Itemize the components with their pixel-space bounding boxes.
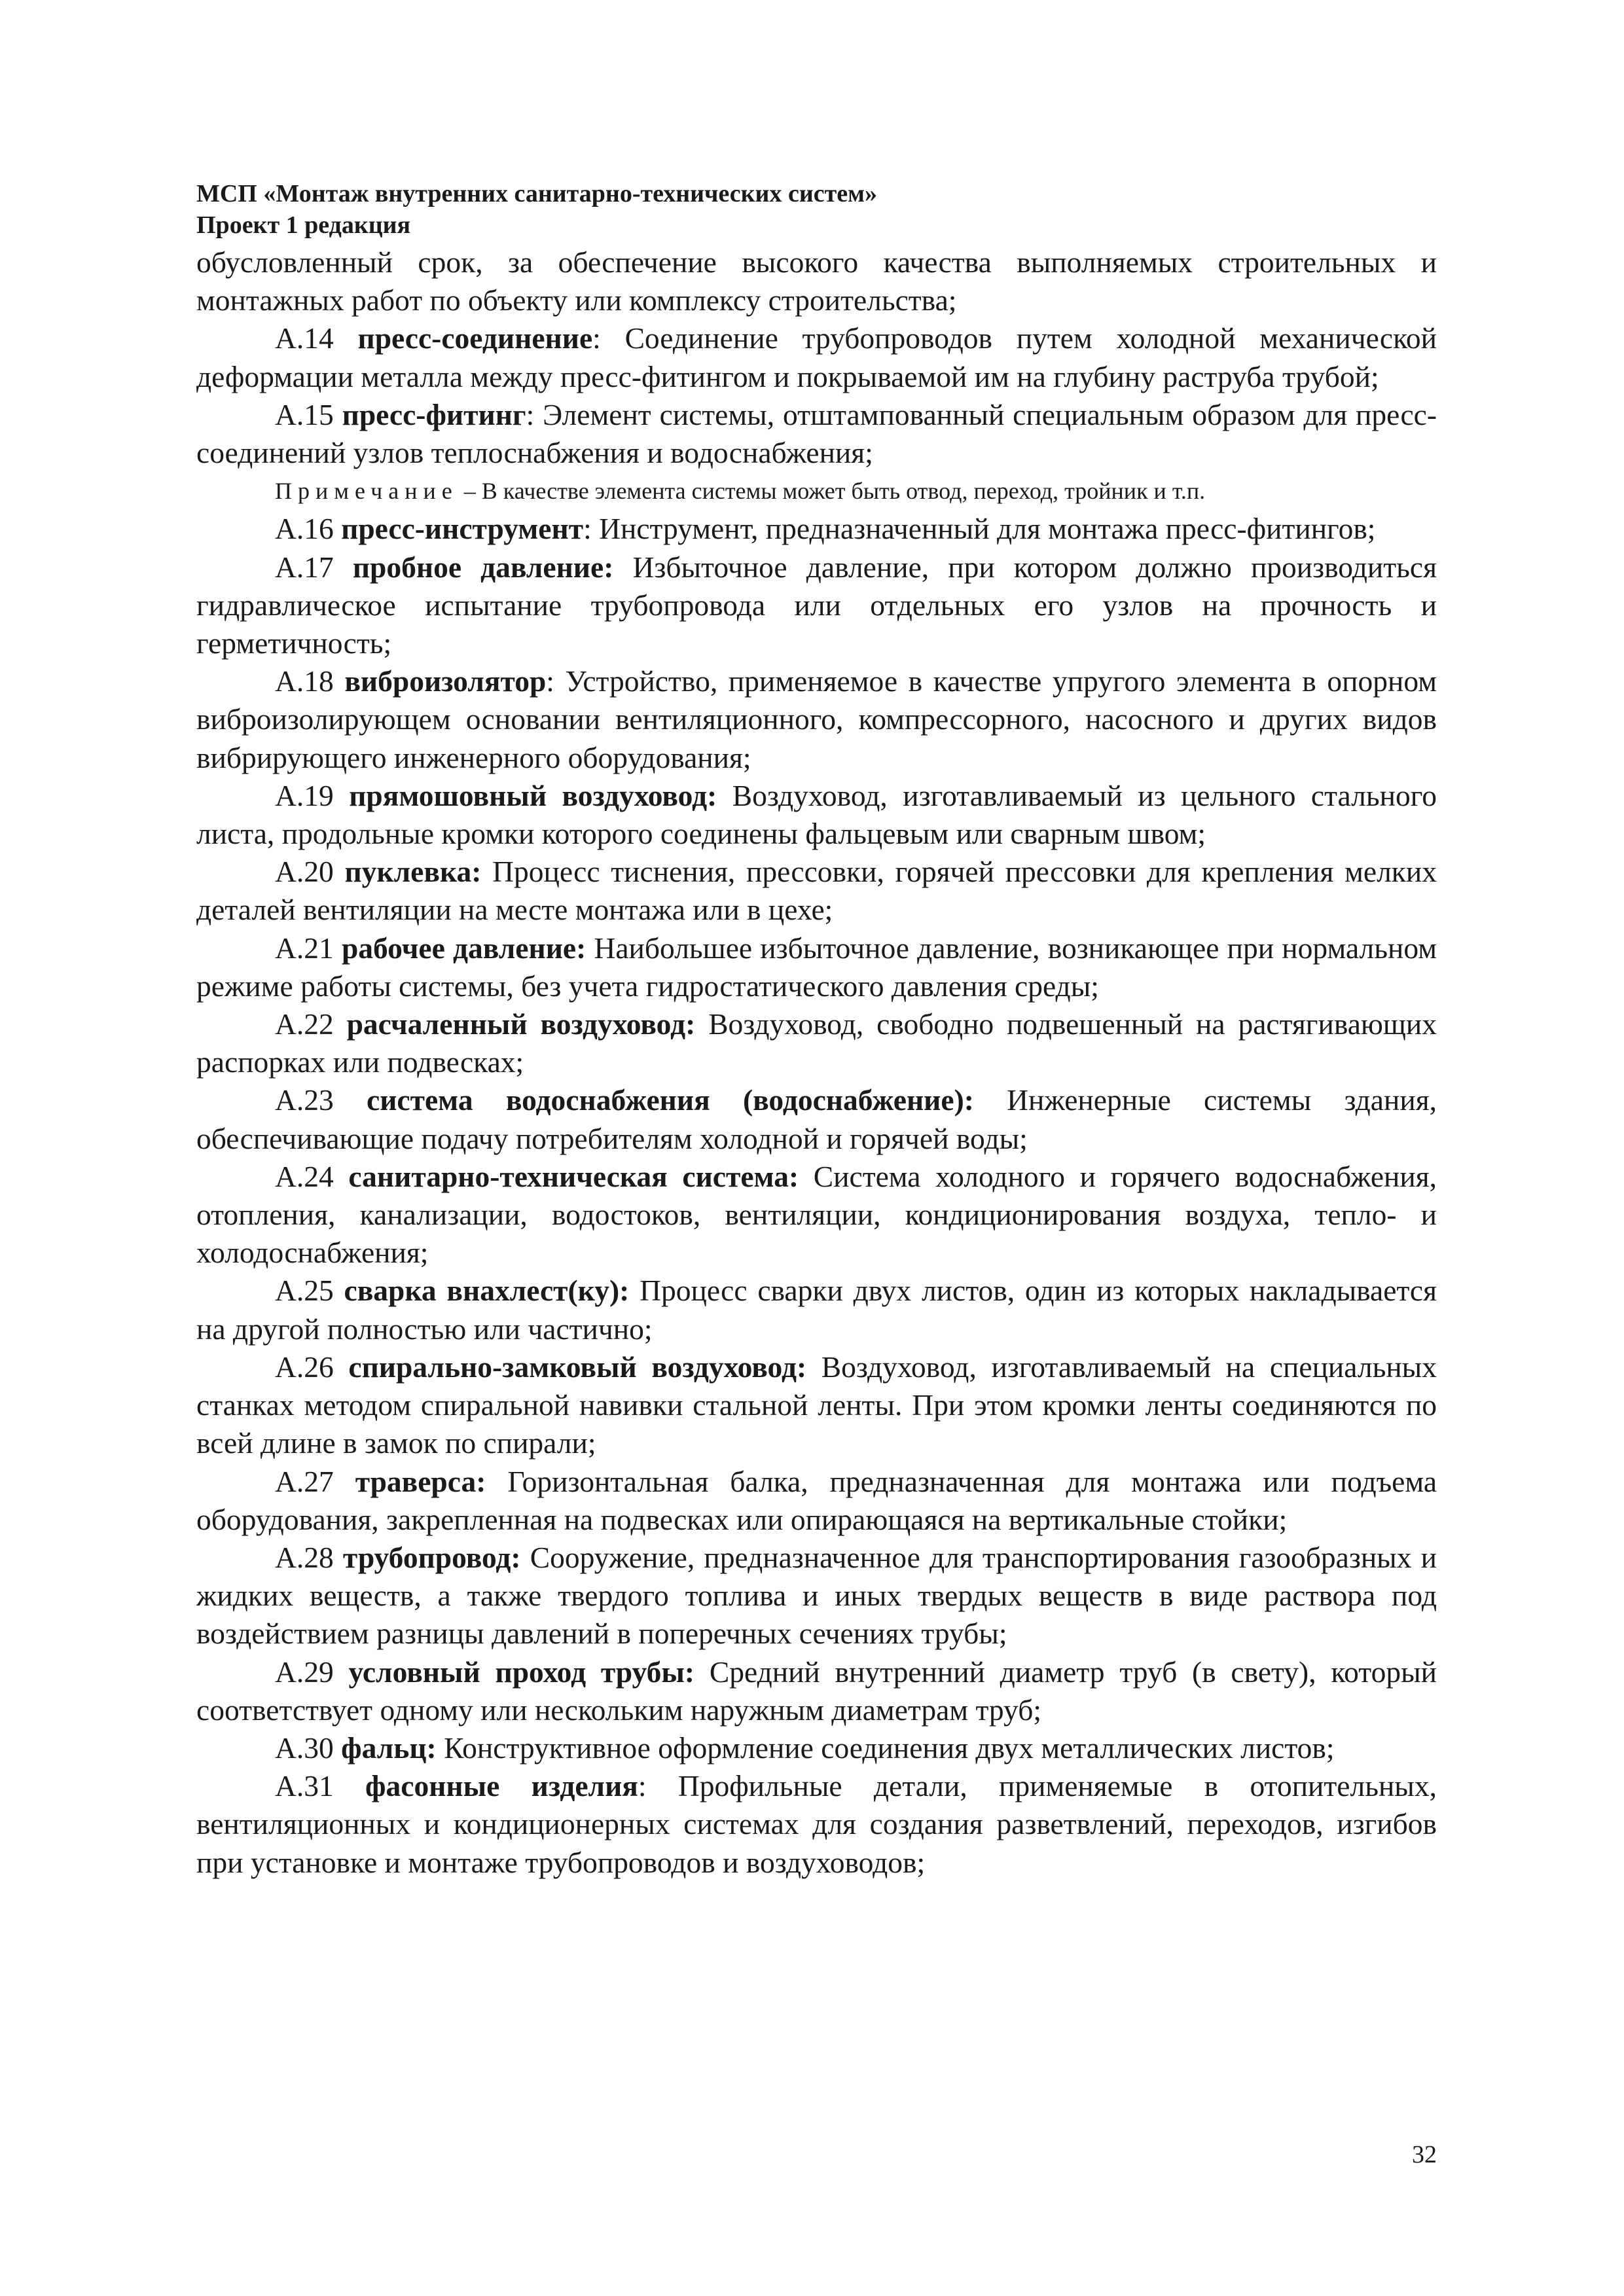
term-definition: Соединение трубопроводов путем холодной механической деформации металла между пресс-фитингом и покрываемой им на глубину раструба трубой; [196, 321, 1437, 393]
term-number: А.31 [275, 1769, 334, 1803]
term-number: А.19 [275, 778, 334, 812]
term-number: А.27 [275, 1464, 334, 1498]
page-header [196, 178, 1440, 241]
term-name: спирально-замковый воздуховод: [348, 1350, 807, 1384]
term-a17 [196, 548, 1437, 663]
page-number: 32 [1412, 2141, 1437, 2168]
term-definition: Профильные детали, применяемые в отопительных, вентиляционных и кондиционерных системах для создания разветвлений, переходов, изгибов при установке и монтаже трубопроводов и воздуховодов; [196, 1769, 1437, 1879]
term-number: А.17 [275, 550, 334, 584]
term-number: А.24 [275, 1159, 334, 1193]
note-label: Примечание [275, 478, 458, 505]
term-separator [799, 1160, 814, 1193]
term-separator [695, 1007, 708, 1041]
term-a21 [196, 929, 1437, 1005]
term-separator [974, 1083, 1007, 1117]
document-body [196, 243, 1437, 1882]
term-name: санитарно-техническая система: [348, 1159, 799, 1193]
term-name: фасонные изделия [365, 1769, 638, 1803]
term-definition: Устройство, применяемое в качестве упругого элемента в опорном виброизолирующем основании вентиляционного, компрессорного, насосного и других видов вибрирующего инженерного оборудования; [196, 664, 1437, 774]
term-a28 [196, 1539, 1437, 1653]
term-number: А.29 [275, 1655, 334, 1689]
term-a26 [196, 1348, 1437, 1463]
term-definition: Воздуховод, изготавливаемый на специальных станках методом спиральной навивки стальной ленты. При этом кромки ленты соединяются по всей длине в замок по спирали; [196, 1350, 1437, 1460]
term-a31 [196, 1767, 1437, 1882]
term-a25 [196, 1272, 1437, 1348]
term-a16 [196, 510, 1437, 548]
note-dash: – [458, 478, 482, 505]
term-number: А.16 [275, 512, 334, 546]
term-separator: : [526, 397, 543, 431]
term-definition: Инструмент, предназначенный для монтажа пресс-фитингов; [599, 512, 1376, 546]
term-separator: : [546, 664, 566, 698]
term-number: А.28 [275, 1540, 334, 1574]
term-separator [437, 1731, 444, 1765]
term-a18 [196, 662, 1437, 777]
term-name: пресс-фитинг [342, 397, 526, 431]
header-title: МСП «Монтаж внутренних санитарно-технических систем» [196, 180, 877, 207]
term-name: траверса: [355, 1464, 486, 1498]
note-text: В качестве элемента системы может быть отвод, переход, тройник и т.п. [481, 478, 1206, 505]
term-definition: Конструктивное оформление соединения двух металлических листов; [444, 1731, 1335, 1765]
term-number: А.15 [275, 397, 334, 431]
continuation-paragraph: обусловленный срок, за обеспечение высокого качества выполняемых строительных и монтажных работ по объекту или комплексу строительства; [196, 245, 1437, 317]
term-number: А.20 [275, 855, 334, 889]
term-number: А.18 [275, 664, 334, 698]
term-name: пуклевка: [344, 855, 482, 889]
term-a22 [196, 1005, 1437, 1081]
term-number: А.30 [275, 1731, 334, 1765]
term-definition: Элемент системы, отштампованный специальным образом для пресс-соединений узлов теплоснабжения и водоснабжения; [196, 397, 1437, 470]
note-paragraph [196, 472, 1437, 510]
term-a20 [196, 853, 1437, 929]
term-name: сварка внахлест(ку): [344, 1274, 630, 1308]
term-name: пресс-соединение [357, 321, 593, 355]
term-definition: Процесс сварки двух листов, один из которых накладывается на другой полностью или частично; [196, 1274, 1437, 1346]
term-separator [521, 1541, 530, 1574]
term-definition: Наибольшее избыточное давление, возникающее при нормальном режиме работы системы, без учета гидростатического давления среды; [196, 931, 1437, 1003]
term-name: система водоснабжения (водоснабжение): [367, 1083, 974, 1117]
term-name: виброизолятор [344, 664, 547, 698]
term-definition: Система холодного и горячего водоснабжения, отопления, канализации, водостоков, вентиляции, кондиционирования воздуха, тепло- и холодоснабжения; [196, 1159, 1437, 1270]
term-number: А.22 [275, 1007, 334, 1041]
term-separator [586, 931, 594, 965]
term-separator [717, 779, 732, 812]
term-a27 [196, 1463, 1437, 1539]
term-number: А.26 [275, 1350, 334, 1384]
term-name: пресс-инструмент [341, 512, 584, 546]
term-definition: Воздуховод, свободно подвешенный на растягивающих распорках или подвесках; [196, 1007, 1437, 1079]
term-number: А.21 [275, 931, 334, 965]
term-number: А.23 [275, 1083, 334, 1117]
term-number: А.25 [275, 1274, 334, 1308]
term-name: рабочее давление: [341, 931, 586, 965]
term-name: условный проход трубы: [348, 1655, 695, 1689]
term-a19 [196, 777, 1437, 853]
term-a30 [196, 1729, 1437, 1767]
term-separator [806, 1350, 821, 1384]
term-name: расчаленный воздуховод: [346, 1007, 696, 1041]
term-name: фальц: [341, 1731, 437, 1765]
header-edition: Проект 1 редакция [196, 211, 411, 239]
term-name: пробное давление: [352, 550, 614, 584]
term-separator [613, 550, 632, 584]
term-a23 [196, 1081, 1437, 1157]
term-name: прямошовный воздуховод: [349, 778, 717, 812]
term-a24 [196, 1158, 1437, 1272]
term-number: А.14 [275, 321, 334, 355]
term-definition: Процесс тиснения, прессовки, горячей прессовки для крепления мелких деталей вентиляции на месте монтажа или в цехе; [196, 855, 1437, 927]
term-name: трубопровод: [342, 1540, 521, 1574]
term-separator: : [638, 1769, 678, 1803]
term-separator: : [592, 321, 625, 355]
term-separator [629, 1274, 640, 1307]
term-definition: Избыточное давление, при котором должно производиться гидравлическое испытание трубопровода или отдельных его узлов на прочность и герметичность; [196, 550, 1437, 660]
term-separator: : [583, 512, 600, 546]
term-a15 [196, 396, 1437, 472]
term-a29 [196, 1653, 1437, 1729]
term-definition: Сооружение, предназначенное для транспортирования газообразных и жидких веществ, а также твердого топлива и иных твердых веществ в виде раствора под воздействием разницы давлений в поперечных сечениях трубы; [196, 1540, 1437, 1651]
term-separator [481, 855, 492, 888]
term-definition: Горизонтальная балка, предназначенная для монтажа или подъема оборудования, закрепленная на подвесках или опирающаяся на вертикальные стойки; [196, 1464, 1437, 1536]
term-definition: Инженерные системы здания, обеспечивающие подачу потребителям холодной и горячей воды; [196, 1083, 1437, 1155]
term-separator [486, 1465, 507, 1498]
term-a14 [196, 319, 1437, 395]
term-definition: Воздуховод, изготавливаемый из цельного стального листа, продольные кромки которого соединены фальцевым или сварным швом; [196, 778, 1437, 851]
term-separator [695, 1655, 710, 1689]
term-definition: Средний внутренний диаметр труб (в свету), который соответствует одному или нескольким наружным диаметрам труб; [196, 1655, 1437, 1727]
